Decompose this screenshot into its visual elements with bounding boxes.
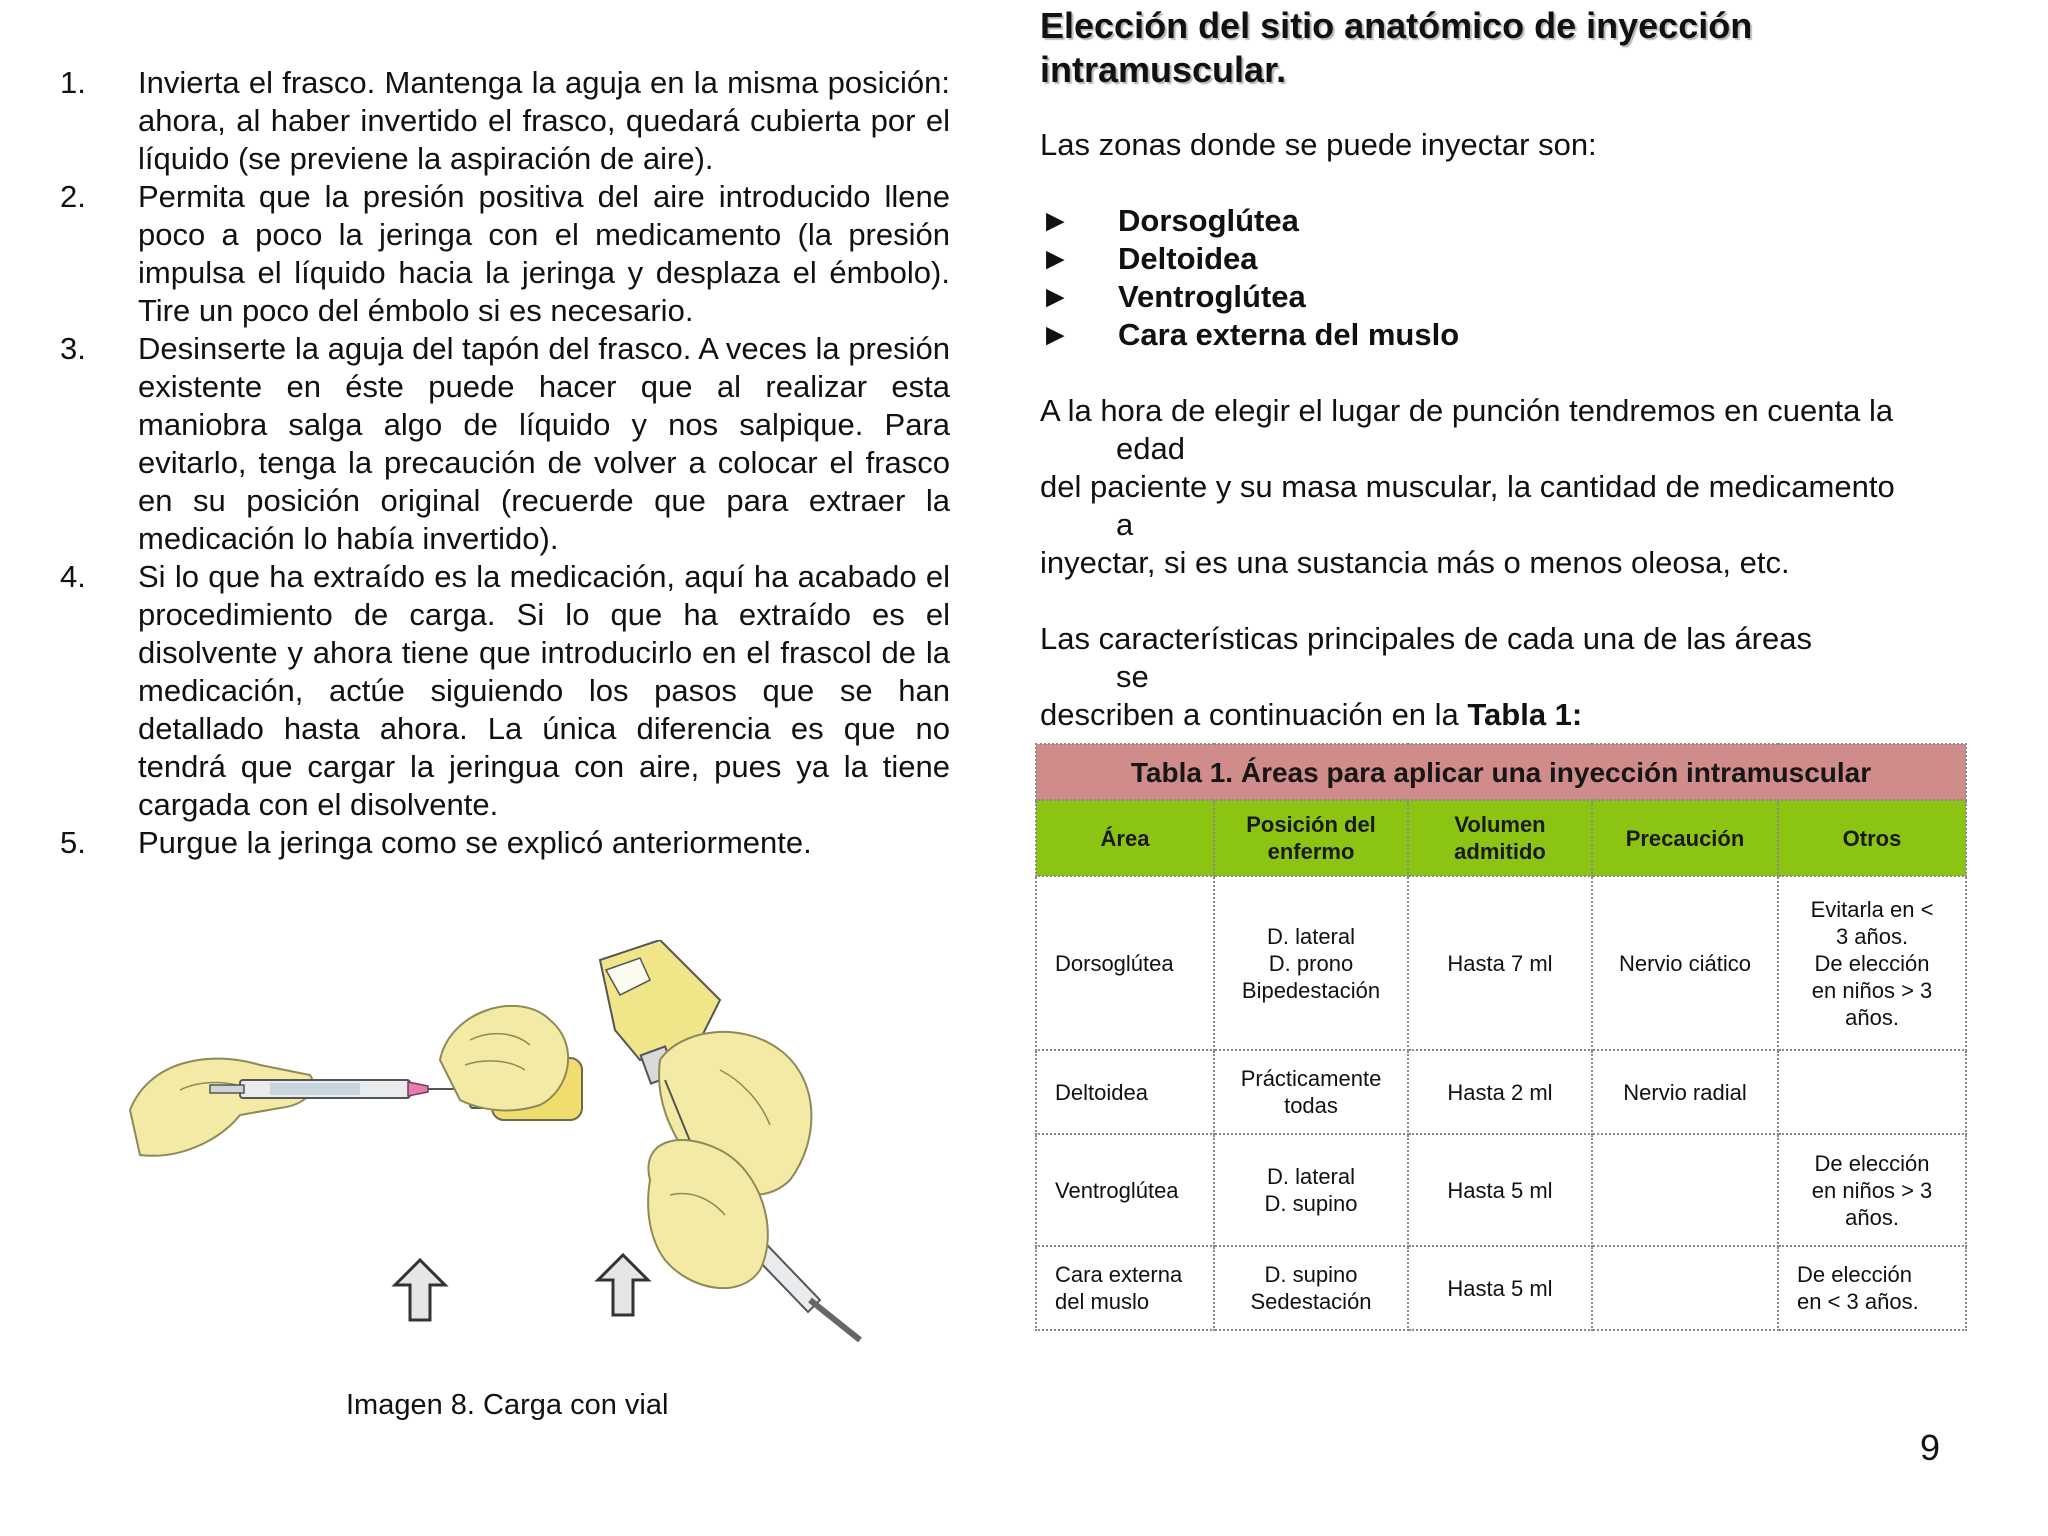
cell-line: D. supino xyxy=(1264,1191,1358,1216)
cell-line: en niños > 3 xyxy=(1811,1177,1933,1203)
selection-criteria-paragraph xyxy=(1040,392,1990,582)
site-label: Ventroglútea xyxy=(1118,279,1306,314)
cell-line: D. lateral xyxy=(1266,1164,1356,1189)
cell-line: 3 años. xyxy=(1835,923,1909,949)
volume-cell: Hasta 2 ml xyxy=(1408,1050,1592,1134)
cell-line: todas xyxy=(1284,1093,1338,1118)
step-number: 3. xyxy=(60,331,86,366)
precaution-cell xyxy=(1592,1134,1778,1246)
position-cell xyxy=(1214,1246,1408,1330)
table-row xyxy=(1036,1050,1966,1134)
list-item xyxy=(1040,316,1459,354)
triangle-bullet-icon: ► xyxy=(1040,317,1071,352)
triangle-bullet-icon: ► xyxy=(1040,241,1071,276)
table-row xyxy=(1036,876,1966,1050)
list-item xyxy=(1040,240,1459,278)
step-item xyxy=(60,64,950,178)
cell-line: De elección xyxy=(1814,950,1930,976)
cell-line: en niños > 3 xyxy=(1811,977,1933,1003)
volume-cell: Hasta 7 ml xyxy=(1408,876,1592,1050)
section-title: Elección del sitio anatómico de inyección intramuscular. xyxy=(1040,5,1753,90)
step-item xyxy=(60,824,950,862)
position-cell xyxy=(1214,1134,1408,1246)
list-item xyxy=(1040,278,1459,316)
step-text: Si lo que ha extraído es la medicación, aquí ha acabado el procedimiento de carga. Si lo que ha extraído es el disolvente y ahora tiene que introducirlo en el frascol de la medicación, actúe siguiendo los pasos que se han detallado hasta ahora. La única diferencia es que no tendrá que cargar la jeringua con aire, pues ya la tiene cargada con el disolvente. xyxy=(138,559,950,822)
column-header: Área xyxy=(1036,800,1214,876)
table xyxy=(1035,743,1967,1331)
step-number: 1. xyxy=(60,65,86,100)
step-item xyxy=(60,330,950,558)
site-label: Dorsoglútea xyxy=(1118,203,1299,238)
intro-text: Las zonas donde se puede inyectar son: xyxy=(1040,127,1597,162)
illustration-canvas xyxy=(120,940,900,1420)
cell-line: D. supino xyxy=(1264,1262,1358,1287)
paragraph-line: a xyxy=(1116,507,1134,542)
triangle-bullet-icon: ► xyxy=(1040,203,1071,238)
column-header: Otros xyxy=(1778,800,1966,876)
step-item xyxy=(60,558,950,824)
area-cell: Cara externa del muslo xyxy=(1036,1246,1214,1330)
position-cell xyxy=(1214,876,1408,1050)
step-number: 2. xyxy=(60,179,86,214)
site-label: Deltoidea xyxy=(1118,241,1258,276)
procedure-steps xyxy=(60,64,950,862)
step-number: 4. xyxy=(60,559,86,594)
cell-line: De elección xyxy=(1797,1262,1912,1287)
step-number: 5. xyxy=(60,825,86,860)
cell-line: Evitarla en < xyxy=(1810,896,1934,922)
gloved-hands-syringe-vial-icon xyxy=(130,1006,582,1156)
area-cell: Deltoidea xyxy=(1036,1050,1214,1134)
step-item xyxy=(60,178,950,330)
others-cell xyxy=(1778,1246,1966,1330)
table-header-row xyxy=(1036,800,1966,876)
others-cell xyxy=(1778,1050,1966,1134)
cell-line: De elección xyxy=(1814,1150,1930,1176)
injection-areas-table xyxy=(1035,743,1965,1331)
column-header: Posición del enfermo xyxy=(1214,800,1408,876)
volume-cell: Hasta 5 ml xyxy=(1408,1246,1592,1330)
area-cell: Ventroglútea xyxy=(1036,1134,1214,1246)
triangle-bullet-icon: ► xyxy=(1040,279,1071,314)
site-label: Cara externa del muslo xyxy=(1118,317,1460,352)
table-row xyxy=(1036,1134,1966,1246)
area-cell: Dorsoglútea xyxy=(1036,876,1214,1050)
cell-line: D. prono xyxy=(1268,950,1354,976)
paragraph-line: Las características principales de cada una de las áreas xyxy=(1040,621,1812,656)
step-text: Purgue la jeringa como se explicó anteriormente. xyxy=(138,825,812,860)
table-intro-paragraph xyxy=(1040,620,1990,734)
injection-sites-list xyxy=(1040,202,1459,354)
vial-loading-illustration xyxy=(120,940,900,1420)
list-item xyxy=(1040,202,1459,240)
paragraph-line: se xyxy=(1116,659,1149,694)
precaution-cell: Nervio radial xyxy=(1592,1050,1778,1134)
cell-line: años. xyxy=(1845,1004,1899,1030)
cell-line: Prácticamente xyxy=(1240,1066,1382,1091)
volume-cell: Hasta 5 ml xyxy=(1408,1134,1592,1246)
table-caption: Tabla 1. Áreas para aplicar una inyección intramuscular xyxy=(1036,744,1966,800)
paragraph-line: describen a continuación en la xyxy=(1040,697,1468,732)
others-cell xyxy=(1778,876,1966,1050)
page-number: 9 xyxy=(1920,1427,1941,1468)
cell-line: años. xyxy=(1845,1204,1899,1230)
step-text: Desinserte la aguja del tapón del frasco. A veces la presión existente en éste puede hacer que al realizar esta maniobra salga algo de líquido y nos salpique. Para evitarlo, tenga la precaución de volver a colocar el frasco en su posición original (recuerde que para extraer la medicación lo había invertido). xyxy=(138,331,950,556)
cell-line: Sedestación xyxy=(1250,1289,1372,1314)
up-arrow-icon xyxy=(598,1255,648,1315)
figure-caption: Imagen 8. Carga con vial xyxy=(346,1389,669,1421)
paragraph-line: edad xyxy=(1116,431,1185,466)
precaution-cell: Nervio ciático xyxy=(1592,876,1778,1050)
paragraph-line: inyectar, si es una sustancia más o menos oleosa, etc. xyxy=(1040,545,1790,580)
column-header: Volumen admitido xyxy=(1408,800,1592,876)
column-header: Precaución xyxy=(1592,800,1778,876)
precaution-cell xyxy=(1592,1246,1778,1330)
cell-line: D. lateral xyxy=(1266,923,1356,949)
step-text: Permita que la presión positiva del aire introducido llene poco a poco la jeringa con el medicamento (la presión impulsa el líquido hacia la jeringa y desplaza el émbolo). Tire un poco del émbolo si es necesario. xyxy=(138,179,950,328)
cell-line: en < 3 años. xyxy=(1797,1289,1919,1314)
table-row xyxy=(1036,1246,1966,1330)
others-cell xyxy=(1778,1134,1966,1246)
paragraph-line: A la hora de elegir el lugar de punción tendremos en cuenta la xyxy=(1040,393,1894,428)
step-text: Invierta el frasco. Mantenga la aguja en la misma posición: ahora, al haber invertido el frasco, quedará cubierta por el líquido (se previene la aspiración de aire). xyxy=(138,65,950,176)
table-reference: Tabla 1: xyxy=(1467,697,1583,732)
cell-line: Bipedestación xyxy=(1241,977,1381,1003)
position-cell xyxy=(1214,1050,1408,1134)
paragraph-line: del paciente y su masa muscular, la cantidad de medicamento xyxy=(1040,469,1895,504)
up-arrow-icon xyxy=(395,1260,445,1320)
